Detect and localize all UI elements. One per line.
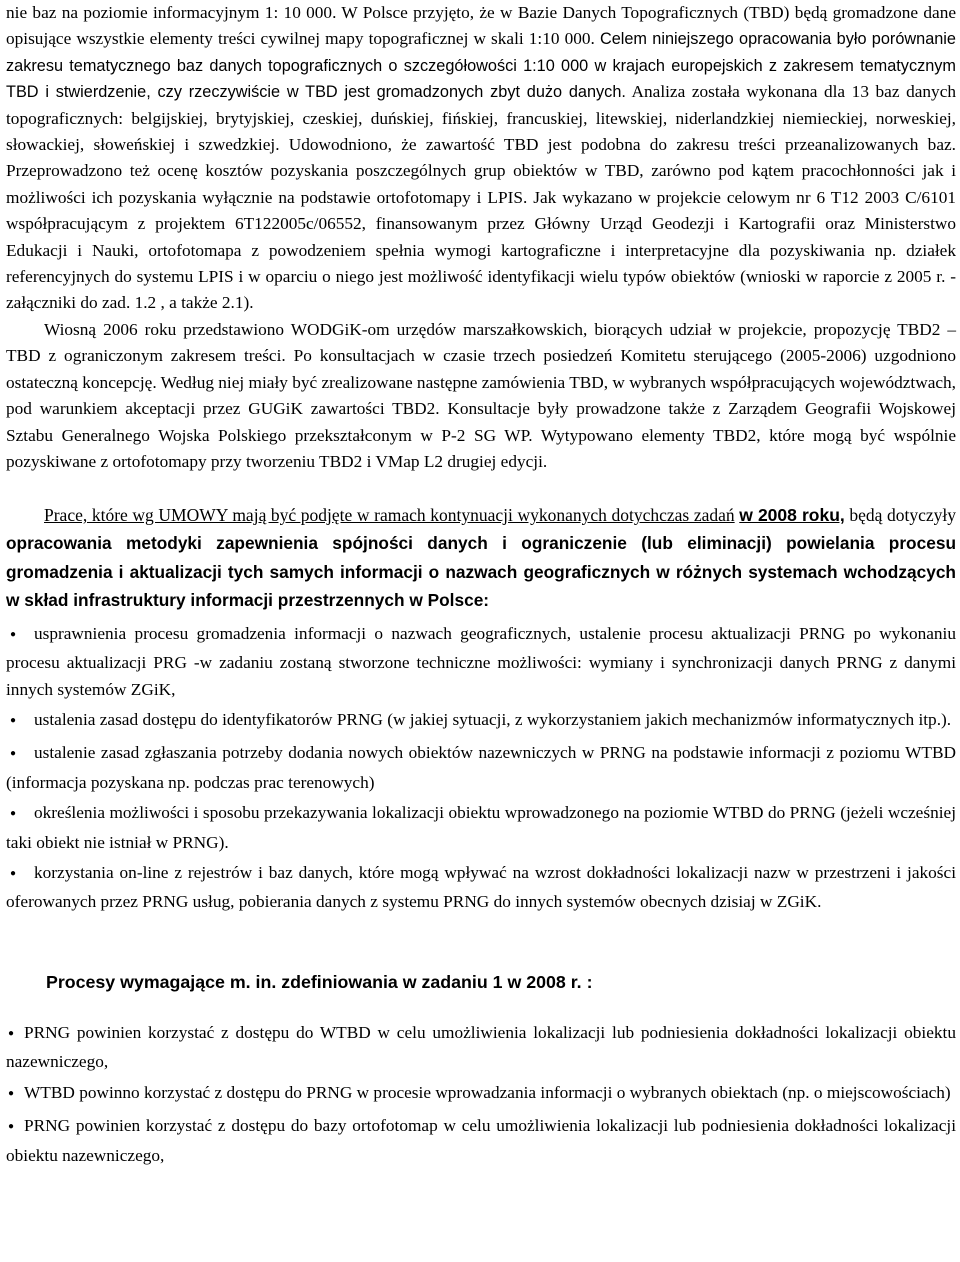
list-item bbox=[6, 1020, 956, 1076]
bullet-icon bbox=[6, 621, 34, 650]
bullet-icon bbox=[6, 1113, 24, 1142]
paragraph-tbd-analysis bbox=[6, 0, 956, 317]
bullet-icon bbox=[6, 740, 34, 769]
list-item-text: ustalenia zasad dostępu do identyfikatorów PRNG (w jakiej sytuacji, z wykorzystaniem jakich mechanizmów informatycznych itp.). bbox=[34, 710, 952, 730]
bullet-icon bbox=[6, 800, 34, 829]
paragraph-tbd2-proposal: Wiosną 2006 roku przedstawiono WODGiK-om urzędów marszałkowskich, biorących udział w projekcie, propozycję TBD2 – TBD z ograniczonym zakresem treści. Po konsultacjach w czasie trzech posiedzeń Komitetu sterującego (2005-2006) uzgodniono ostateczną koncepcję. Według niej miały być zrealizowane następne zamówienia TBD, w wybranych współpracujących województwach, pod warunkiem akceptacji przez GUGiK zawartości TBD2. Konsultacje były prowadzone także z Zarządem Geografii Wojskowej Sztabu Generalnego Wojska Polskiego przekształconym w P-2 SG WP. Wytypowano elementy TBD2, które mogą być wspólnie pozyskiwane z ortofotomapy przy tworzeniu TBD2 i VMap L2 drugiej edycji. bbox=[6, 319, 956, 471]
list-item-text: ustalenie zasad zgłaszania potrzeby dodania nowych obiektów nazewniczych w PRNG na podstawie informacji z poziomu WTBD (informacja pozyskana np. podczas prac terenowych) bbox=[6, 743, 956, 792]
list-item-text: PRNG powinien korzystać z dostępu do bazy ortofotomap w celu umożliwienia lokalizacji lub podniesienia dokładności lokalizacji obiektu nazewniczego, bbox=[6, 1116, 956, 1165]
list-item-text: PRNG powinien korzystać z dostępu do WTBD w celu umożliwienia lokalizacji lub podniesienia dokładności lokalizacji obiektu nazewniczego, bbox=[6, 1022, 956, 1072]
paragraph-text: nie baz na poziomie informacyjnym 1: 10 000. W Polsce przyjęto, że w Bazie Danych Topograficznych (TBD) będą gromadzone dane opisujące wszystkie elementy treści cywilnej mapy topograficznej w skali 1:10 000. bbox=[6, 3, 956, 49]
umowa-lead bbox=[6, 501, 956, 615]
umowa-lead-underlined: Prace, które wg UMOWY mają być podjęte w ramach kontynuacji wykonanych dotychczas zadań bbox=[44, 505, 735, 526]
paragraph-text: Analiza została wykonana dla 13 baz danych topograficznych: belgijskiej, brytyjskiej, czeskiej, duńskiej, fińskiej, francuskiej, litewskiej, niderlandzkiej niemieckiej, norweskiej, słowackiej, słoweńskiej i szwedzkiej. Udowodniono, że zawartość TBD jest podobna do zakresu treści przeanalizowanych baz. Przeprowadzono też ocenę kosztów pozyskania poszczególnych grup obiektów w TBD, zarówno pod kątem pracochłonności jak i możliwości ich pozyskania wyłącznie na podstawie ortofotomapy i LPIS. Jak wykazano w projekcie celowym nr 6 T12 2003 C/6101 współpracującym z projektem 6T122005c/06552, finansowanym przez Główny Urząd Geodezji i Kartografii oraz Ministerstwo Edukacji i Nauki, ortofotomapa z powodzeniem spełnia wymogi kartograficzne i interpretacyjne dla pozyskiwania np. działek referencyjnych do systemu LPIS i w oparciu o niego jest możliwość identyfikacji wielu typów obiektów (wnioski w raporcie z 2005 r. - załączniki do zad. 1.2 , a także 2.1). bbox=[6, 82, 956, 313]
bullet-icon bbox=[6, 707, 34, 736]
list-item bbox=[6, 740, 956, 796]
list-item-text: WTBD powinno korzystać z dostępu do PRNG w procesie wprowadzania informacji o wybranych obiektach (np. o miejscowościach) bbox=[24, 1082, 951, 1102]
list-item bbox=[6, 1113, 956, 1169]
spacer bbox=[6, 920, 956, 968]
spacer bbox=[6, 475, 956, 501]
paragraph-text-sans: Celem niniejszego opracowania było porównanie zakresu tematycznego baz danych topograficznych o szczegółowości 1:10 000 w krajach europejskich z zakresem tematycznym TBD i stwierdzenie, czy rzeczywiście w TBD jest gromadzonych zbyt dużo danych. bbox=[6, 30, 956, 102]
list-item-text: określenia możliwości i sposobu przekazywania lokalizacji obiektu wprowadzonego na poziomie WTBD do PRNG (jeżeli wcześniej taki obiekt nie istniał w PRNG). bbox=[6, 803, 956, 852]
procesy-list bbox=[6, 1020, 956, 1169]
bullet-icon bbox=[6, 1020, 24, 1049]
umowa-lead-year: w 2008 roku, bbox=[739, 505, 845, 526]
umowa-lead-bold: opracowania metodyki zapewnienia spójności danych i ograniczenie (lub eliminacji) powielania procesu gromadzenia i aktualizacji tych samych informacji o nazwach geograficznych w różnych systemach wchodzących w skład infrastruktury informacji przestrzennych w Polsce: bbox=[6, 533, 956, 611]
umowa-task-list bbox=[6, 621, 956, 916]
list-item bbox=[6, 707, 956, 736]
list-item bbox=[6, 1080, 956, 1109]
procesy-heading: Procesy wymagające m. in. zdefiniowania w zadaniu 1 w 2008 r. : bbox=[46, 971, 593, 992]
umowa-lead-mid: będą dotyczyły bbox=[849, 505, 957, 526]
list-item-text: usprawnienia procesu gromadzenia informacji o nazwach geograficznych, ustalenie procesu aktualizacji PRNG po wykonaniu procesu aktualizacji PRG -w zadaniu zostaną stworzone techniczne możliwości: wymiany i synchronizacji danych PRNG z danymi innych systemów ZGiK, bbox=[6, 623, 956, 699]
list-item-text: korzystania on-line z rejestrów i baz danych, które mogą wpływać na wzrost dokładności lokalizacji nazw w przestrzeni i jakości oferowanych przez PRNG usług, pobierania danych z systemu PRNG do innych systemów obecnych dzisiaj w ZGiK. bbox=[6, 863, 956, 912]
list-item bbox=[6, 621, 956, 703]
bullet-icon bbox=[6, 860, 34, 889]
list-item bbox=[6, 800, 956, 856]
bullet-icon bbox=[6, 1080, 24, 1109]
list-item bbox=[6, 860, 956, 916]
